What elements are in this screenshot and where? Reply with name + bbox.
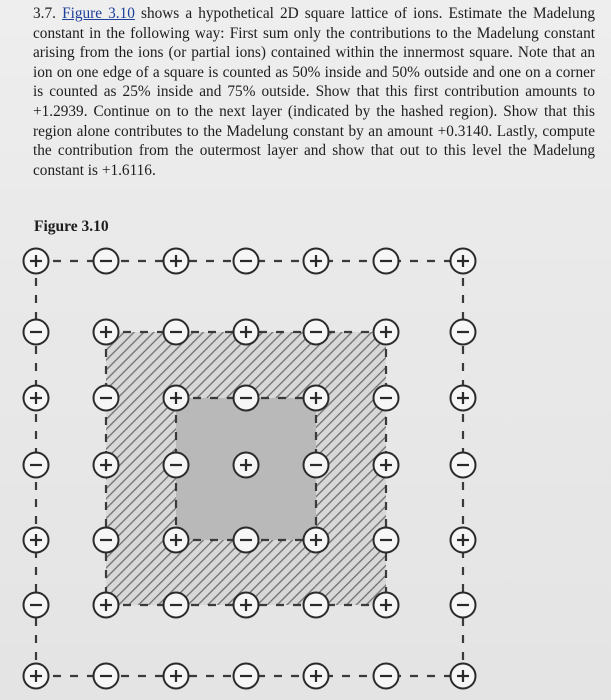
figure-label: Figure 3.10 [34, 218, 109, 235]
positive-ion [234, 593, 259, 618]
negative-ion [24, 453, 49, 478]
positive-ion [451, 386, 476, 411]
positive-ion [164, 664, 189, 689]
negative-ion [304, 320, 329, 345]
positive-ion [164, 249, 189, 274]
positive-ion [451, 664, 476, 689]
positive-ion [374, 453, 399, 478]
negative-ion [374, 386, 399, 411]
positive-ion [164, 528, 189, 553]
positive-ion [304, 249, 329, 274]
positive-ion [24, 528, 49, 553]
negative-ion [451, 593, 476, 618]
positive-ion [24, 249, 49, 274]
positive-ion [164, 386, 189, 411]
negative-ion [451, 320, 476, 345]
negative-ion [451, 453, 476, 478]
negative-ion [234, 386, 259, 411]
negative-ion [234, 664, 259, 689]
negative-ion [234, 249, 259, 274]
negative-ion [234, 528, 259, 553]
negative-ion [94, 528, 119, 553]
positive-ion [451, 528, 476, 553]
negative-ion [94, 386, 119, 411]
positive-ion [94, 320, 119, 345]
positive-ion [451, 249, 476, 274]
negative-ion [24, 320, 49, 345]
positive-ion [94, 453, 119, 478]
positive-ion [94, 593, 119, 618]
negative-ion [304, 453, 329, 478]
positive-ion [304, 386, 329, 411]
negative-ion [94, 249, 119, 274]
positive-ion [24, 386, 49, 411]
negative-ion [374, 249, 399, 274]
positive-ion [304, 528, 329, 553]
problem-body: shows a hypothetical 2D square lattice of ions. Estimate the Madelung constant in the following way: First sum only the contributions to the Madelung constant arising from the ions (or partial ions) contained within the innermost square. Note that an ion on one edge of a square is counted as 50% inside and 50% outside and one on a corner is counted as 25% inside and 75% outside. Show that this first contribution amounts to +1.2939. Continue on to the next layer (indicated by the hashed region). Show that this region alone contributes to the Madelung constant by an amount +0.3140. Lastly, compute the contribution from the outermost layer and show that out to this level the Madelung constant is +1.6116. [33, 5, 595, 179]
positive-ion [24, 664, 49, 689]
negative-ion [24, 593, 49, 618]
positive-ion [234, 453, 259, 478]
positive-ion [374, 593, 399, 618]
negative-ion [164, 453, 189, 478]
positive-ion [304, 664, 329, 689]
negative-ion [164, 593, 189, 618]
negative-ion [374, 664, 399, 689]
figure-link[interactable]: Figure 3.10 [62, 5, 135, 22]
negative-ion [164, 320, 189, 345]
negative-ion [304, 593, 329, 618]
negative-ion [374, 528, 399, 553]
positive-ion [234, 320, 259, 345]
positive-ion [374, 320, 399, 345]
problem-number: 3.7. [33, 5, 56, 22]
negative-ion [94, 664, 119, 689]
